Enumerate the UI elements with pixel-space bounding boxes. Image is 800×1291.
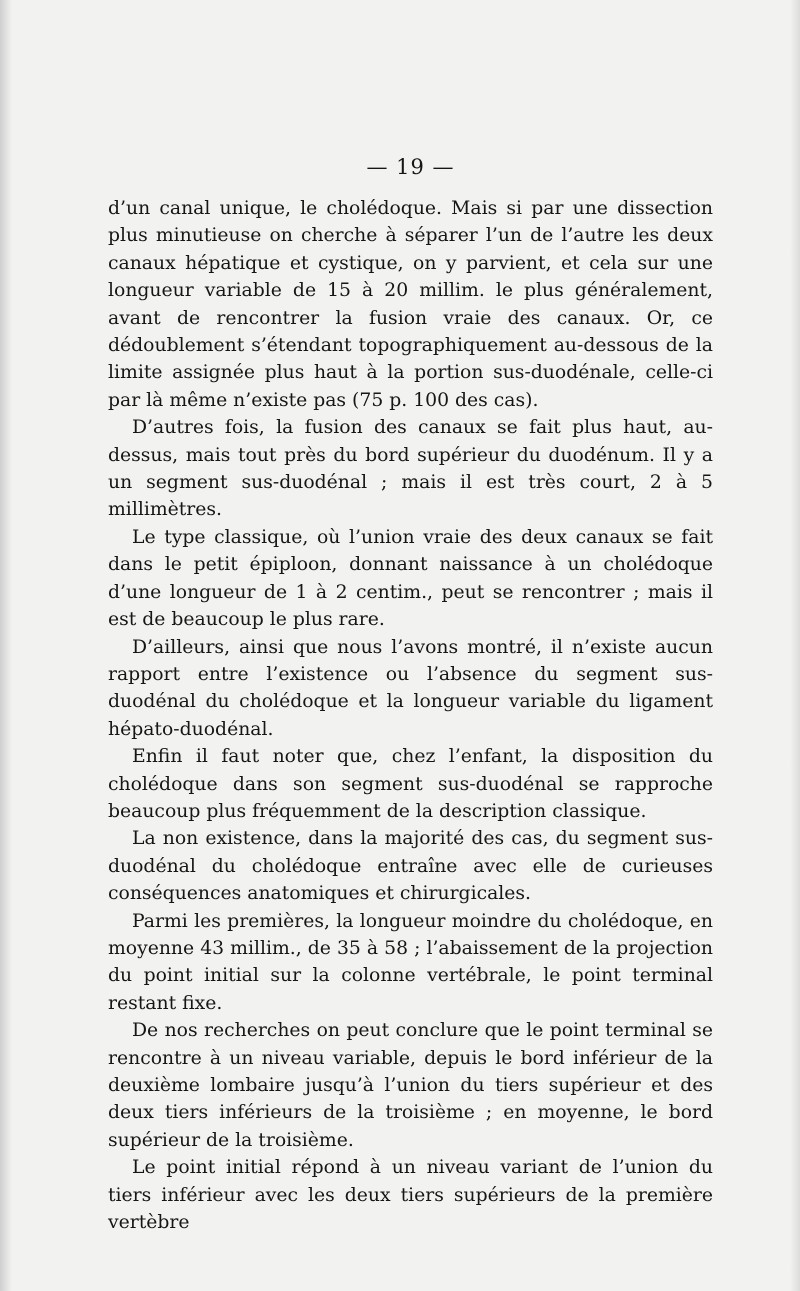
paragraph-fusion-higher: D’autres fois, la fusion des canaux se fait plus haut, au-dessus, mais tout près du bord supérieur du duodénum. Il y a un segment sus-duodénal ; mais il est très court, 2 à 5 millimètres. [108, 417, 713, 521]
paragraph-initial-point: Le point initial répond à un niveau variant de l’union du tiers inférieur avec les deux tiers supérieurs de la première vertèbre [108, 1157, 713, 1234]
page-number: — 19 — [366, 155, 455, 179]
page-right-edge-shadow [790, 0, 800, 1291]
page-body [108, 155, 713, 1236]
paragraph-classic-type: Le type classique, où l’union vraie des deux canaux se fait dans le petit épiploon, donnant naissance à un cholédoque d’une longueur de 1 à 2 centim., peut se rencontrer ; mais il est de beaucoup le plus rare. [108, 526, 713, 631]
paragraph-continuation: d’un canal unique, le cholédoque. Mais si par une dissection plus minutieuse on cherche à séparer l’un de l’autre les deux canaux hépatique et cystique, on y parvient, et cela sur une longueur variable de 15 à 20 millim. le plus généralement, avant de rencontrer la fusion vraie des canaux. Or, ce dédoublement s’étendant topographiquement au-dessous de la limite assignée plus haut à la portion sus-duodénale, celle-ci par là même n’existe pas (75 p. 100 des cas). [108, 198, 713, 411]
paragraph-anatomical: Parmi les premières, la longueur moindre du cholédoque, en moyenne 43 millim., de 35 à 58 ; l’abaissement de la projection du point initial sur la colonne vertébrale, le point terminal restant fixe. [108, 910, 713, 1014]
page-left-edge-shadow [0, 0, 12, 1291]
paragraph-consequences: La non existence, dans la majorité des cas, du segment sus-duodénal du cholédoque entraîne avec elle de curieuses conséquences anatomiques et chirurgicales. [108, 828, 713, 905]
paragraph-terminal-point: De nos recherches on peut conclure que le point terminal se rencontre à un niveau variable, depuis le bord inférieur de la deuxième lombaire jusqu’à l’union du tiers supérieur et des deux tiers inférieurs de la troisième ; en moyenne, le bord supérieur de la troisième. [108, 1020, 713, 1151]
paragraph-no-relation: D’ailleurs, ainsi que nous l’avons montré, il n’existe aucun rapport entre l’existence ou l’absence du segment sus-duodénal du cholédoque et la longueur variable du ligament hépato-duodénal. [108, 636, 713, 740]
paragraph-child: Enfin il faut noter que, chez l’enfant, la disposition du cholédoque dans son segment sus-duodénal se rapproche beaucoup plus fréquemment de la description classique. [108, 746, 713, 822]
